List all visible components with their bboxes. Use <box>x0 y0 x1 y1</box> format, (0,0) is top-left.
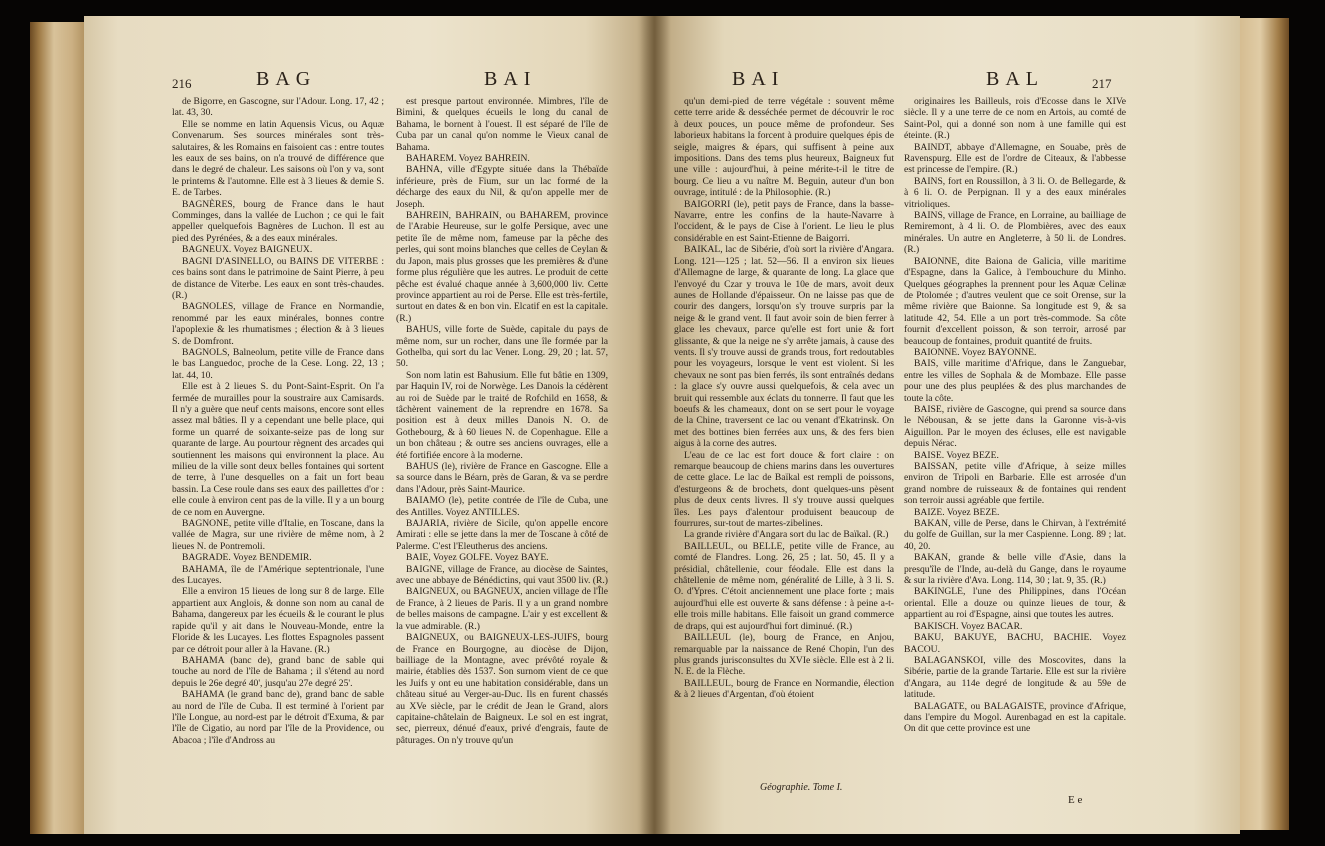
entry-paragraph: BAHAMA, île de l'Amérique septentrionale, l'une des Lucayes. <box>172 563 384 587</box>
entry-paragraph: BAIKAL, lac de Sibérie, d'où sort la rivière d'Angara. Long. 121—125 ; lat. 52—56. Il a environ six lieues d'Allemagne de large, & quarante de long. La glace que l'envoyé du Czar y trouva le 10e de mars, avoit deux aunes de Hollande d'épaisseur. On ne laisse pas que de courir des dangers, lorsqu'on s'y trouve surpris par la neige & le grand vent. Il faut avoir soin de bien ferrer à glace les chevaux, parce qu'elle est fort unie & fort glissante, & que la neige ne s'y arrête jamais, à cause des vents. Il s'y trouve aussi de grands trous, fort redoutables pour les voyageurs, lorsque le vent est violent. Si les chevaux ne sont pas bien ferrés, ils sont entraînés dedans : la glace s'y ouvre aussi quelquefois, & cela avec un bruit qui ressemble aux éclats du tonnerre. Il faut que les boeufs & les chameaux, dont on se sert pour le voyage de la Chine, traversent ce lac ou venant d'Ekatrinsk. On met des bottines bien ferrées aux uns, & des fers bien aigus à la corne des autres. <box>674 244 894 450</box>
right-running-head-2: BAL <box>986 68 1044 90</box>
entry-paragraph: Elle a environ 15 lieues de long sur 8 de large. Elle appartient aux Anglois, & donne son nom au canal de Bahama, dangereux par les écueils & le courant le plus rapide qu'il y ait dans le Nouveau-Monde, entre la Floride & les Lucayes. Les flottes Espagnoles passent par ce détroit pour aller à la Havane. (R.) <box>172 586 384 655</box>
entry-paragraph: BAGNOLES, village de France en Normandie, renommé par les eaux minérales, bonnes contre l'apoplexie & les rhumatismes ; élection & à 3 lieues S. de Domfront. <box>172 301 384 347</box>
entry-paragraph: BAJARIA, rivière de Sicile, qu'on appelle encore Amirati : elle se jette dans la mer de Toscane à côté de Palerme. C'est l'Eleutherus des anciens. <box>396 518 608 552</box>
entry-paragraph: BAIAMO (le), petite contrée de l'île de Cuba, une des Antilles. Voyez ANTILLES. <box>396 495 608 518</box>
entry-paragraph: BAKAN, ville de Perse, dans le Chirvan, à l'extrémité du golfe de Guillan, sur la mer Caspienne. Long. 89 ; lat. 40, 20. <box>904 518 1126 552</box>
entry-paragraph: BAHNA, ville d'Egypte située dans la Thébaïde inférieure, près de Fium, sur un lac formé de la décharge des eaux du Nil, & qu'on appelle mer de Joseph. <box>396 164 608 210</box>
entry-paragraph: L'eau de ce lac est fort douce & fort claire : on remarque beaucoup de chiens marins dans les ouvertures de cette glace. Le lac de Baïkal est rempli de poissons, d'esturgeons & de brochets, dont quelques-uns pèsent plus de deux cents livres. Il s'y trouve aussi quelques îles. Les pays d'alentour produisent beaucoup de fourrures, sur-tout de martes-zibelines. <box>674 449 894 530</box>
entry-paragraph: BAIGORRI (le), petit pays de France, dans la basse-Navarre, entre les confins de la haute-Navarre à l'occident, & le pays de Cise à l'orient. Le lieu le plus considérable en est Saint-Etienne de Baigorri. <box>674 198 894 244</box>
entry-paragraph: BAISE. Voyez BEZE. <box>914 449 999 461</box>
entry-paragraph: BAINS, village de France, en Lorraine, au bailliage de Remiremont, à 4 li. O. de Plombières, avec des eaux minérales. Un autre en Angleterre, à 50 li. de Londres. (R.) <box>904 210 1126 256</box>
entry-paragraph: BAHAREM. Voyez BAHREIN. <box>406 153 530 165</box>
entry-paragraph: BAHUS (le), rivière de France en Gascogne. Elle a sa source dans le Béarn, près de Garan, & va se perdre dans l'Adour, près Saint-Maurice. <box>396 461 608 495</box>
page-footer: Géographie. Tome I. <box>760 782 843 793</box>
entry-paragraph: BAILLEUL (le), bourg de France, en Anjou, remarquable par la naissance de René Chopin, l'un des plus grands jurisconsultes du XVIe siècle. Elle est à 2 li. N. E. de la Flèche. <box>674 632 894 678</box>
entry-paragraph: BAINS, fort en Roussillon, à 3 li. O. de Bellegarde, & à 6 li. O. de Perpignan. Il y a des eaux minérales vitrioliques. <box>904 175 1126 210</box>
entry-paragraph: BAHAMA (le grand banc de), grand banc de sable au nord de l'île de Cuba. Il est terminé à l'orient par l'île Longue, au nord-est par le détroit d'Exuma, & par l'île de Cigatio, au nord par l'île de la Providence, ou Abacoa ; l'île d'Andross au <box>172 689 384 746</box>
entry-paragraph: La grande rivière d'Angara sort du lac de Baïkal. (R.) <box>684 529 889 541</box>
entry-paragraph: BAIONNE. Voyez BAYONNE. <box>914 346 1037 358</box>
entry-paragraph: est presque partout environnée. Mimbres, l'île de Bimini, & quelques écueils le long du canal de Bahama, le bornent à l'ouest. Il est séparé de l'île de Cuba par un canal qu'on nomme le Vieux canal de Bahama. <box>396 96 608 153</box>
entry-paragraph: BAILLEUL, ou BELLE, petite ville de France, au comté de Flandres. Long. 26, 25 ; lat. 50, 45. Il y a présidial, châtellenie, cour féodale. Elle est dans la châtellenie de même nom, généralité de Lille, à 3 li. S. O. d'Ypres. C'étoit anciennement une place forte ; mais aujourd'hui elle est ouverte & sans défense : à peine a-t-elle trois mille habitans. Elle faisoit un grand commerce de draps, qui est aujourd'hui fort diminué. (R.) <box>674 540 894 632</box>
right-page-column-2 <box>904 96 1126 794</box>
entry-paragraph: BAGRADE. Voyez BENDEMIR. <box>182 552 312 564</box>
left-running-head-2: BAI <box>484 68 537 90</box>
entry-paragraph: de Bigorre, en Gascogne, sur l'Adour. Long. 17, 42 ; lat. 43, 30. <box>172 96 384 119</box>
entry-paragraph: BAGNÈRES, bourg de France dans le haut Comminges, dans la vallée de Luchon ; ce qui le fait appeller quelquefois Bagnères de Luchon. Il est au pied des Pyrénées, & a des eaux minérales. <box>172 198 384 244</box>
left-page-column-2 <box>396 96 608 802</box>
entry-paragraph: BAIONNE, dite Baiona de Galicia, ville maritime d'Espagne, dans la Galice, à l'embouchure du Minho. Quelques géographes la prennent pour les Aquæ Celinæ de Ptolomée ; d'autres veulent que ce soit Orense, sur la même rivière que Baionne. Sa longitude est 9, & sa latitude 42, 54. Elle a un port très-commode. Sa côte fournit d'excellent poisson, & son terroir, arrosé par beaucoup de fontaines, produit quantité de fruits. <box>904 255 1126 347</box>
entry-paragraph: BALAGATE, ou BALAGAISTE, province d'Afrique, dans l'empire du Mogol. Aurenbagad en est la capitale. On dit que cette province est une <box>904 700 1126 735</box>
entry-paragraph: BAIGNEUX, ou BAIGNEUX-LES-JUIFS, bourg de France en Bourgogne, au diocèse de Dijon, bailliage de la Montagne, avec prévôté royale & mairie, établies dès 1537. Son surnom vient de ce que les Juifs y ont eu une habitation considérable, dans un château situé au Verger-au-Duc. Ils en furent chassés au XVe siècle, par le crédit de Jean le Grand, alors capitaine-châtelain de Baigneux. Le sol en est ingrat, sec, pierreux, dénué d'eaux, privé d'engrais, faute de pâturages. On n'y trouve qu'un <box>396 632 608 746</box>
entry-paragraph: BAISE, rivière de Gascogne, qui prend sa source dans le Nébousan, & se jette dans la Garonne vis-à-vis Aiguillon. Par le moyen des écluses, elle est navigable depuis Nérac. <box>904 403 1126 450</box>
entry-paragraph: BAINDT, abbaye d'Allemagne, en Souabe, près de Ravenspurg. Elle est de l'ordre de Citeaux, & l'abbesse est princesse de l'empire. (R.) <box>904 141 1126 176</box>
right-running-head-1: BAI <box>732 68 785 90</box>
entry-paragraph: BAGNONE, petite ville d'Italie, en Toscane, dans la vallée de Magra, sur une rivière de même nom, à 2 lieues N. de Pontremoli. <box>172 518 384 552</box>
entry-paragraph: BALAGANSKOI, ville des Moscovites, dans la Sibérie, partie de la grande Tartarie. Elle est sur la rivière d'Angara, au 114e degré de longitude & au 59e de latitude. <box>904 654 1126 701</box>
entry-paragraph: BAIS, ville maritime d'Afrique, dans le Zanguebar, entre les villes de Sophala & de Mombaze. Elle passe pour une des plus peuplées & des plus marchandes de toute la côte. <box>904 358 1126 404</box>
entry-paragraph: BAHAMA (banc de), grand banc de sable qui touche au nord de l'île de Bahama ; il s'étend au nord depuis le 26e degré 40', jusqu'au 27e degré 25'. <box>172 654 384 689</box>
right-folio: 217 <box>1092 76 1112 91</box>
right-page-column-1 <box>674 96 894 778</box>
left-page <box>84 16 654 834</box>
entry-paragraph: BAHUS, ville forte de Suède, capitale du pays de même nom, sur un rocher, dans une île formée par la Gothelba, qui sort du lac Vener. Long. 29, 20 ; lat. 57, 50. <box>396 324 608 370</box>
entry-paragraph: BAILLEUL, bourg de France en Normandie, élection & à 2 lieues d'Argentan, d'où étoient <box>674 677 894 701</box>
entry-paragraph: Elle se nomme en latin Aquensis Vicus, ou Aquæ Convenarum. Ses sources minérales sont très-salutaires, & les Romains en faisoient cas : entre toutes les eaux de ses bains, on n'a trouvé de différence que dans le degré de chaleur. Les saisons où l'on y va, sont le printems & l'automne. Elle est à 3 lieues & demie S. E. de Tarbes. <box>172 118 384 199</box>
left-running-head-1: BAG <box>256 68 317 90</box>
entry-paragraph: originaires les Bailleuls, rois d'Ecosse dans le XIVe siècle. Il y a une terre de ce nom en Artois, au comté de Saint-Pol, qui a donné son nom à une famille qui est éteinte. (R.) <box>904 96 1126 142</box>
entry-paragraph: BAGNEUX. Voyez BAIGNEUX. <box>182 244 313 256</box>
signature-mark: E e <box>1068 794 1083 806</box>
entry-paragraph: BAIGNE, village de France, au diocèse de Saintes, avec une abbaye de Bénédictins, qui vaut 3500 liv. (R.) <box>396 563 608 587</box>
entry-paragraph: BAIGNEUX, ou BAGNEUX, ancien village de l'Île de France, à 2 lieues de Paris. Il y a un grand nombre de belles maisons de campagne. L'air y est excellent & la vue admirable. (R.) <box>396 586 608 632</box>
entry-paragraph: Son nom latin est Bahusium. Elle fut bâtie en 1309, par Haquin IV, roi de Norwège. Les Danois la cédèrent au roi de Suède par le traité de Rofchild en 1658, & tâchèrent vainement de la reprendre en 1678. Sa position est à deux milles Danois N. O. de Gothebourg, & à 60 lieues N. de Copenhague. Elle a un bon château ; & outre ses anciens ouvrages, elle a été fortifiée encore à la moderne. <box>396 369 608 461</box>
entry-paragraph: qu'un demi-pied de terre végétale : souvent même cette terre aride & desséchée permet de découvrir le roc à deux pouces, un pouce même de profondeur. Ses laborieux habitans la forcent à produire quelques épis de seigle, maigres & épars, qui suffisent à peine aux impositions. Dans des tems plus heureux, Baigneux fut une ville : aujourd'hui, à peine mérite-t-il le titre de bourg. Ce lieu a vu naître M. Beguin, auteur d'un bon ouvrage, intitulé : de la Philosophie. (R.) <box>674 96 894 199</box>
gutter <box>640 16 670 834</box>
entry-paragraph: BAKAN, grande & belle ville d'Asie, dans la presqu'île de l'Inde, au-delà du Gange, dans le royaume & sur la rivière d'Ava. Long. 114, 30 ; lat. 9, 35. (R.) <box>904 552 1126 587</box>
entry-paragraph: BAGNI D'ASINELLO, ou BAINS DE VITERBE : ces bains sont dans le patrimoine de Saint Pierre, à peu de distance de Viterbe. Les eaux en sont très-chaudes. (R.) <box>172 255 384 301</box>
entry-paragraph: BAGNOLS, Balneolum, petite ville de France dans le bas Languedoc, proche de la Cese. Long. 22, 13 ; lat. 44, 10. <box>172 346 384 381</box>
entry-paragraph: BAISSAN, petite ville d'Afrique, à seize milles environ de Tripoli en Barbarie. Elle est arrosée d'un grand nombre de ruisseaux & de fontaines qui rendent son terroir aussi agréable que fertile. <box>904 461 1126 507</box>
entry-paragraph: BAIE, Voyez GOLFE. Voyez BAYE. <box>406 552 549 564</box>
entry-paragraph: BAKISCH. Voyez BACAR. <box>914 620 1023 632</box>
entry-paragraph: BAKINGLE, l'une des Philippines, dans l'Océan oriental. Elle a douze ou quinze lieues de tour, & appartient au roi d'Espagne, ainsi que toutes les autres. <box>904 586 1126 621</box>
entry-paragraph: BAKU, BAKUYE, BACHU, BACHIE. Voyez BACOU. <box>904 632 1126 655</box>
entry-paragraph: BAIZE. Voyez BEZE. <box>914 506 1000 518</box>
right-page <box>654 16 1240 834</box>
entry-paragraph: BAHREIN, BAHRAIN, ou BAHAREM, province de l'Arabie Heureuse, sur le golfe Persique, avec une petite île de même nom, fameuse par la pêche des perles, qui sont moins blanches que celles de Ceylan & du Japon, mais plus grosses que les premières & d'une forme plus régulière que les autres. Le produit de cette pêche est évalué chaque année à 3,600,000 liv. Cette province appartient au roi de Perse. Elle est très-fertile, surtout en dates & en bon vin. Elcatif en est la capitale. (R.) <box>396 210 608 324</box>
left-folio: 216 <box>172 76 192 91</box>
left-page-edges <box>30 22 90 834</box>
entry-paragraph: Elle est à 2 lieues S. du Pont-Saint-Esprit. On l'a fermée de murailles pour la soustraire aux Camisards. Il n'y a guère que neuf cents maisons, encore sont elles assez mal bâties. Il y a cependant une belle place, qui forme un quarré de soixante-seize pas de long sur quarante de large. Au pourtour règnent des arcades qui soutiennent les maisons qui environnent la place. Au milieu de la ville sont deux belles fontaines qui sortent de terre, à l'une desquelles on a fait un fort beau bassin. La Cese roule dans ses eaux des paillettes d'or : elle coule à environ cent pas de la ville. Il y a un bourg de ce nom en Auvergne. <box>172 381 384 518</box>
left-page-column-1 <box>172 96 384 802</box>
